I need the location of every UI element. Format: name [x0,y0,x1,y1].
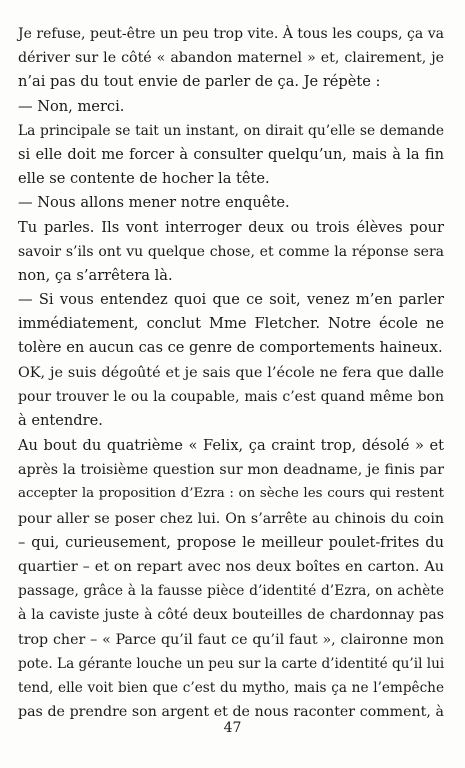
text-line: pour trouver le ou la coupable, mais c’est quand même bon [18,388,444,405]
text-line: Au bout du quatrième « Felix, ça craint trop, désolé » et [18,437,444,454]
text-section-2 [18,434,444,724]
text-line: quartier – et on repart avec nos deux boîtes en carton. Au [18,558,444,575]
page-number: 47 [223,720,242,736]
text-section-1 [18,22,444,433]
text-line: immédiatement, conclut Mme Fletcher. Notre école ne [18,315,444,333]
text-line: La principale se tait un instant, on dirait qu’elle se demande [18,122,444,139]
text-line: si elle doit me forcer à consulter quelqu’un, mais à la fin [18,145,444,163]
dialogue-line: — Si vous entendez quoi que ce soit, venez m’en parler [18,291,444,309]
text-line: savoir s’ils ont vu quelque chose, et comme la réponse sera [18,243,444,260]
text-line: non, ça s’arrêtera là. [18,266,173,284]
text-line: pote. La gérante louche un peu sur la carte d’identité qu’il lui [18,655,445,672]
dialogue-line: — Nous allons mener notre enquête. [18,194,290,212]
text-line: à la caviste juste à côté deux bouteilles de chardonnay pas [18,607,444,624]
text-line: pour aller se poser chez lui. On s’arrête au chinois du coin [18,510,444,527]
text-line: trop cher – « Parce qu’il faut ce qu’il faut », claironne mon [18,631,444,648]
text-line: dériver sur le côté « abandon maternel » et, clairement, je [18,50,444,67]
text-line: – qui, curieusement, propose le meilleur poulet-frites du [18,533,444,551]
text-line: n’ai pas du tout envie de parler de ça. Je répète : [18,73,381,91]
text-line: passage, grâce à la fausse pièce d’identité d’Ezra, on achète [18,583,444,600]
dialogue-line: — Non, merci. [18,97,125,115]
text-line: tend, elle voit bien que c’est du mytho, mais ça ne l’empêche [18,679,444,696]
text-line: pas de prendre son argent et de nous raconter comment, à [18,704,444,721]
text-line: après la troisième question sur mon deadname, je finis par [18,462,444,479]
text-line: accepter la proposition d’Ezra : on sèche les cours qui restent [18,486,444,502]
text-line: elle se contente de hocher la tête. [18,170,270,188]
text-line: OK, je suis dégoûté et je sais que l’école ne fera que dalle [18,364,444,381]
text-line: tolère en aucun cas ce genre de comportements haineux. [18,339,443,357]
text-line: Tu parles. Ils vont interroger deux ou trois élèves pour [18,218,444,236]
text-line: Je refuse, peut-être un peu trop vite. À tous les coups, ça va [18,26,444,42]
text-line: à entendre. [18,412,103,429]
